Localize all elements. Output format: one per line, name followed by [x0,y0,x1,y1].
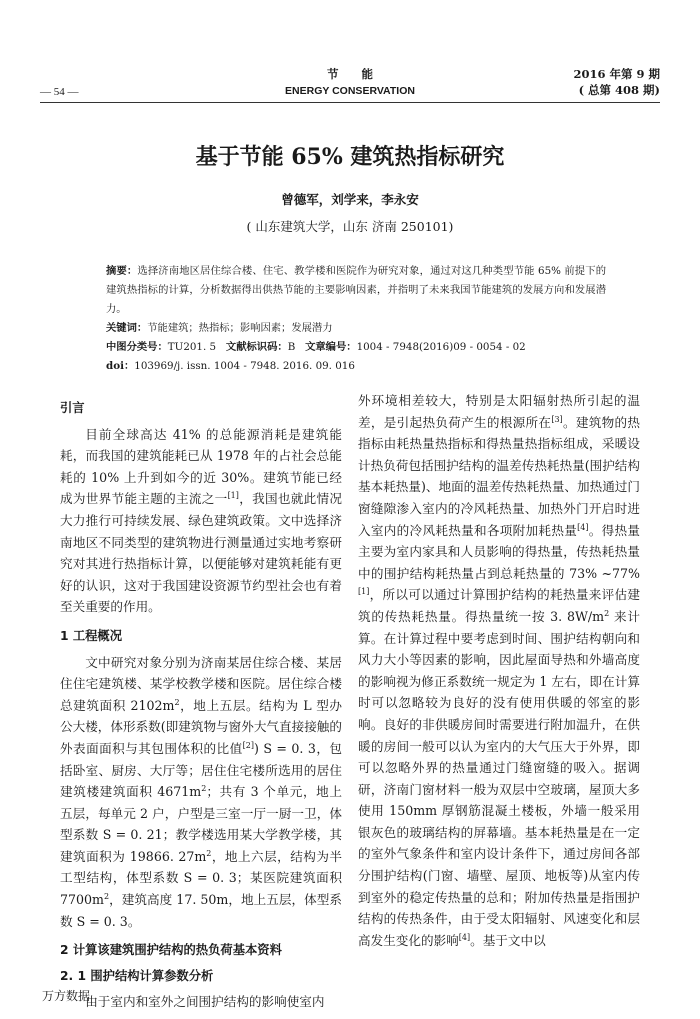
r-text-c: 。得热量主要为室内家具和人员影响的得热量，传热耗热量中的围护结构耗热量占到总耗热量的 73% ~77% [358,522,641,581]
section-heading-2: 2 计算该建筑围护结构的热负荷基本资料 [60,943,282,958]
keywords-label: 关键词： [106,322,148,334]
abstract-label: 摘要： [106,265,138,277]
left-column [60,390,342,1013]
citation: [1] [358,587,370,597]
header-rule [40,102,660,103]
intro-paragraph [60,424,342,618]
s1-text-c: ) S = 0. 3，包括卧室、厨房、大厅等；居住住宅楼所选用的居住建筑楼建筑面积 4671m [60,740,342,800]
journal-name-cn: 节 能 [327,67,373,81]
abstract-text: 选择济南地区居住综合楼、住宅、教学楼和医院作为研究对象，通过对这几种类型节能 65% 前提下的建筑热指标的计算，分析数据得出供热节能的主要影响因素，并指明了未来我国节能建筑的发展方向和发展潜力。 [106,265,607,315]
issue-info [573,66,660,98]
right-column [358,390,640,951]
article-no-label: 文章编号： [305,341,357,353]
keywords-text: 节能建筑；热指标；影响因素；发展潜力 [147,322,333,334]
superscript: 2 [174,697,180,707]
s1-text-b: ，地上五层。结构为 L 型办公大楼，体形系数(即建筑物与窗外大气直接接触的外表面面积与其包围体积的比值 [60,697,342,756]
right-paragraph [358,390,640,951]
section-heading-intro: 引言 [60,401,85,415]
citation: [4] [458,932,471,942]
r-text-a: 外环境相差较大，特别是太阳辐射热所引起的温差，是引起热负荷产生的根源所在 [358,393,640,430]
s1-text-e: ，地上六层，结构为半工型结构，体型系数 S = 0. 3；某医院建筑面积 7700m [60,848,343,908]
s1-text-f: ，建筑高度 17. 50m，地上五层，体型系数 S = 0. 3。 [60,892,342,929]
section-heading-1: 1 工程概况 [60,628,123,643]
issue-number: 2016 年第 9 期 [573,67,660,81]
affiliation: ( 山东建筑大学，山东 济南 250101) [246,219,454,234]
clc-value: TU201. 5 [167,341,217,353]
doi-label: doi： [106,360,135,372]
doi-value: 103969/j. issn. 1004 - 7948. 2016. 09. 016 [134,360,355,372]
doi-line [106,357,606,376]
section21-paragraph: 由于室内和室外之间围护结构的影响使室内 [85,994,325,1010]
section1-paragraph [60,652,342,933]
s1-text-d: ；共有 3 个单元，地上五层，每单元 2 户，户型是三室一厅一厨一卫，体型系数 S = 0. 21；教学楼选用某大学教学楼，其建筑面积为 19866. 27m [60,784,342,864]
superscript: 2 [604,608,610,618]
s1-text-a: 文中研究对象分别为济南某居住综合楼、某居住住宅建筑楼、某学校教学楼和医院。居住综合楼总建筑面积 2102m [60,654,342,713]
classification-line [106,338,606,357]
citation: [3] [551,414,563,424]
clc-label: 中图分类号： [106,341,168,353]
intro-text-cont: ，我国也就此情况大力推行可持续发展、绿色建筑政策。文中选择济南地区不同类型的建筑物进行测量通过实地考察研究对其进行热指标计算，以便能够对建筑耗能有更好的认识，这对于我国建设资源节约型社会也有着至关重要的作用。 [60,491,343,615]
r-text-d: ，所以可以通过计算围护结构的耗热量来评估建筑的传热耗热量。得热量统一按 3. 8W/m [358,587,640,624]
citation: [4] [577,522,589,532]
superscript: 2 [206,848,212,858]
journal-name [40,66,660,97]
doc-code-label: 文献标识码： [225,341,288,353]
r-text-f: 。基于文中以 [470,932,546,948]
authors: 曾德军，刘学来，李永安 [281,192,419,207]
superscript: 2 [104,891,110,901]
article-no-value: 1004 - 7948(2016)09 - 0054 - 02 [356,341,526,353]
keywords [106,319,606,338]
footer-watermark: 万方数据 [42,989,91,1003]
superscript: 2 [201,783,207,793]
doc-code-value: B [287,341,296,353]
citation: [1] [227,491,239,501]
total-issue: ( 总第 408 期) [578,83,660,97]
intro-text: 目前全球高达 41% 的总能源消耗是建筑能耗，而我国的建筑能耗已从 1978 年的占社会总能耗的 10% 上升到如今的近 30%。建筑节能已经成为世界节能主题的主流之一 [60,426,342,507]
r-text-b: 。建筑物的热指标由耗热量热指标和得热量热指标组成，采暖设计热负荷包括围护结构的温差传热耗热量(围护结构基本耗热量)、地面的温差传热耗热量、加热通过门窗缝隙渗入室内的冷风耗热量、加热外门开启时进入室内的冷风耗热量和各项附加耗热量 [358,414,641,538]
running-header [40,66,660,100]
section-heading-2-1: 2. 1 围护结构计算参数分析 [60,968,214,983]
r-text-e: 来计算。在计算过程中要考虑到时间、围护结构朝向和风力大小等因素的影响，因此屋面导热和外墙高度的影响视为修正系数统一规定为 1 左右，即在计算时可以忽略较为良好的没有使用供暖的邻室的影响。良好的非供暖房间时需要进行附加温升，在供暖的房间一般可以认为室内的大气压大于外界，即可以忽略外界的热量通过门缝窗缝的吸入。据调研，济南门窗材料一般为双层中空玻璃，屋顶大多使用 150mm 厚钢筋混凝土楼板，外墙一般采用银灰色的玻璃结构的屏幕墙。基本耗热量是在一定的室外气象条件和室内设计条件下，通过房间各部分围护结构(门窗、墙壁、屋顶、地板等)从室内传到室外的稳定传热量的总和；附加传热量是指围护结构的传热条件，由于受太阳辐射、风速变化和层高发生变化的影响 [358,608,640,948]
paper-title: 基于节能 65% 建筑热指标研究 [195,144,505,170]
page-number: — 54 — [40,86,79,98]
journal-name-en: ENERGY CONSERVATION [285,85,415,97]
abstract [106,262,606,319]
citation: [2] [242,740,254,750]
